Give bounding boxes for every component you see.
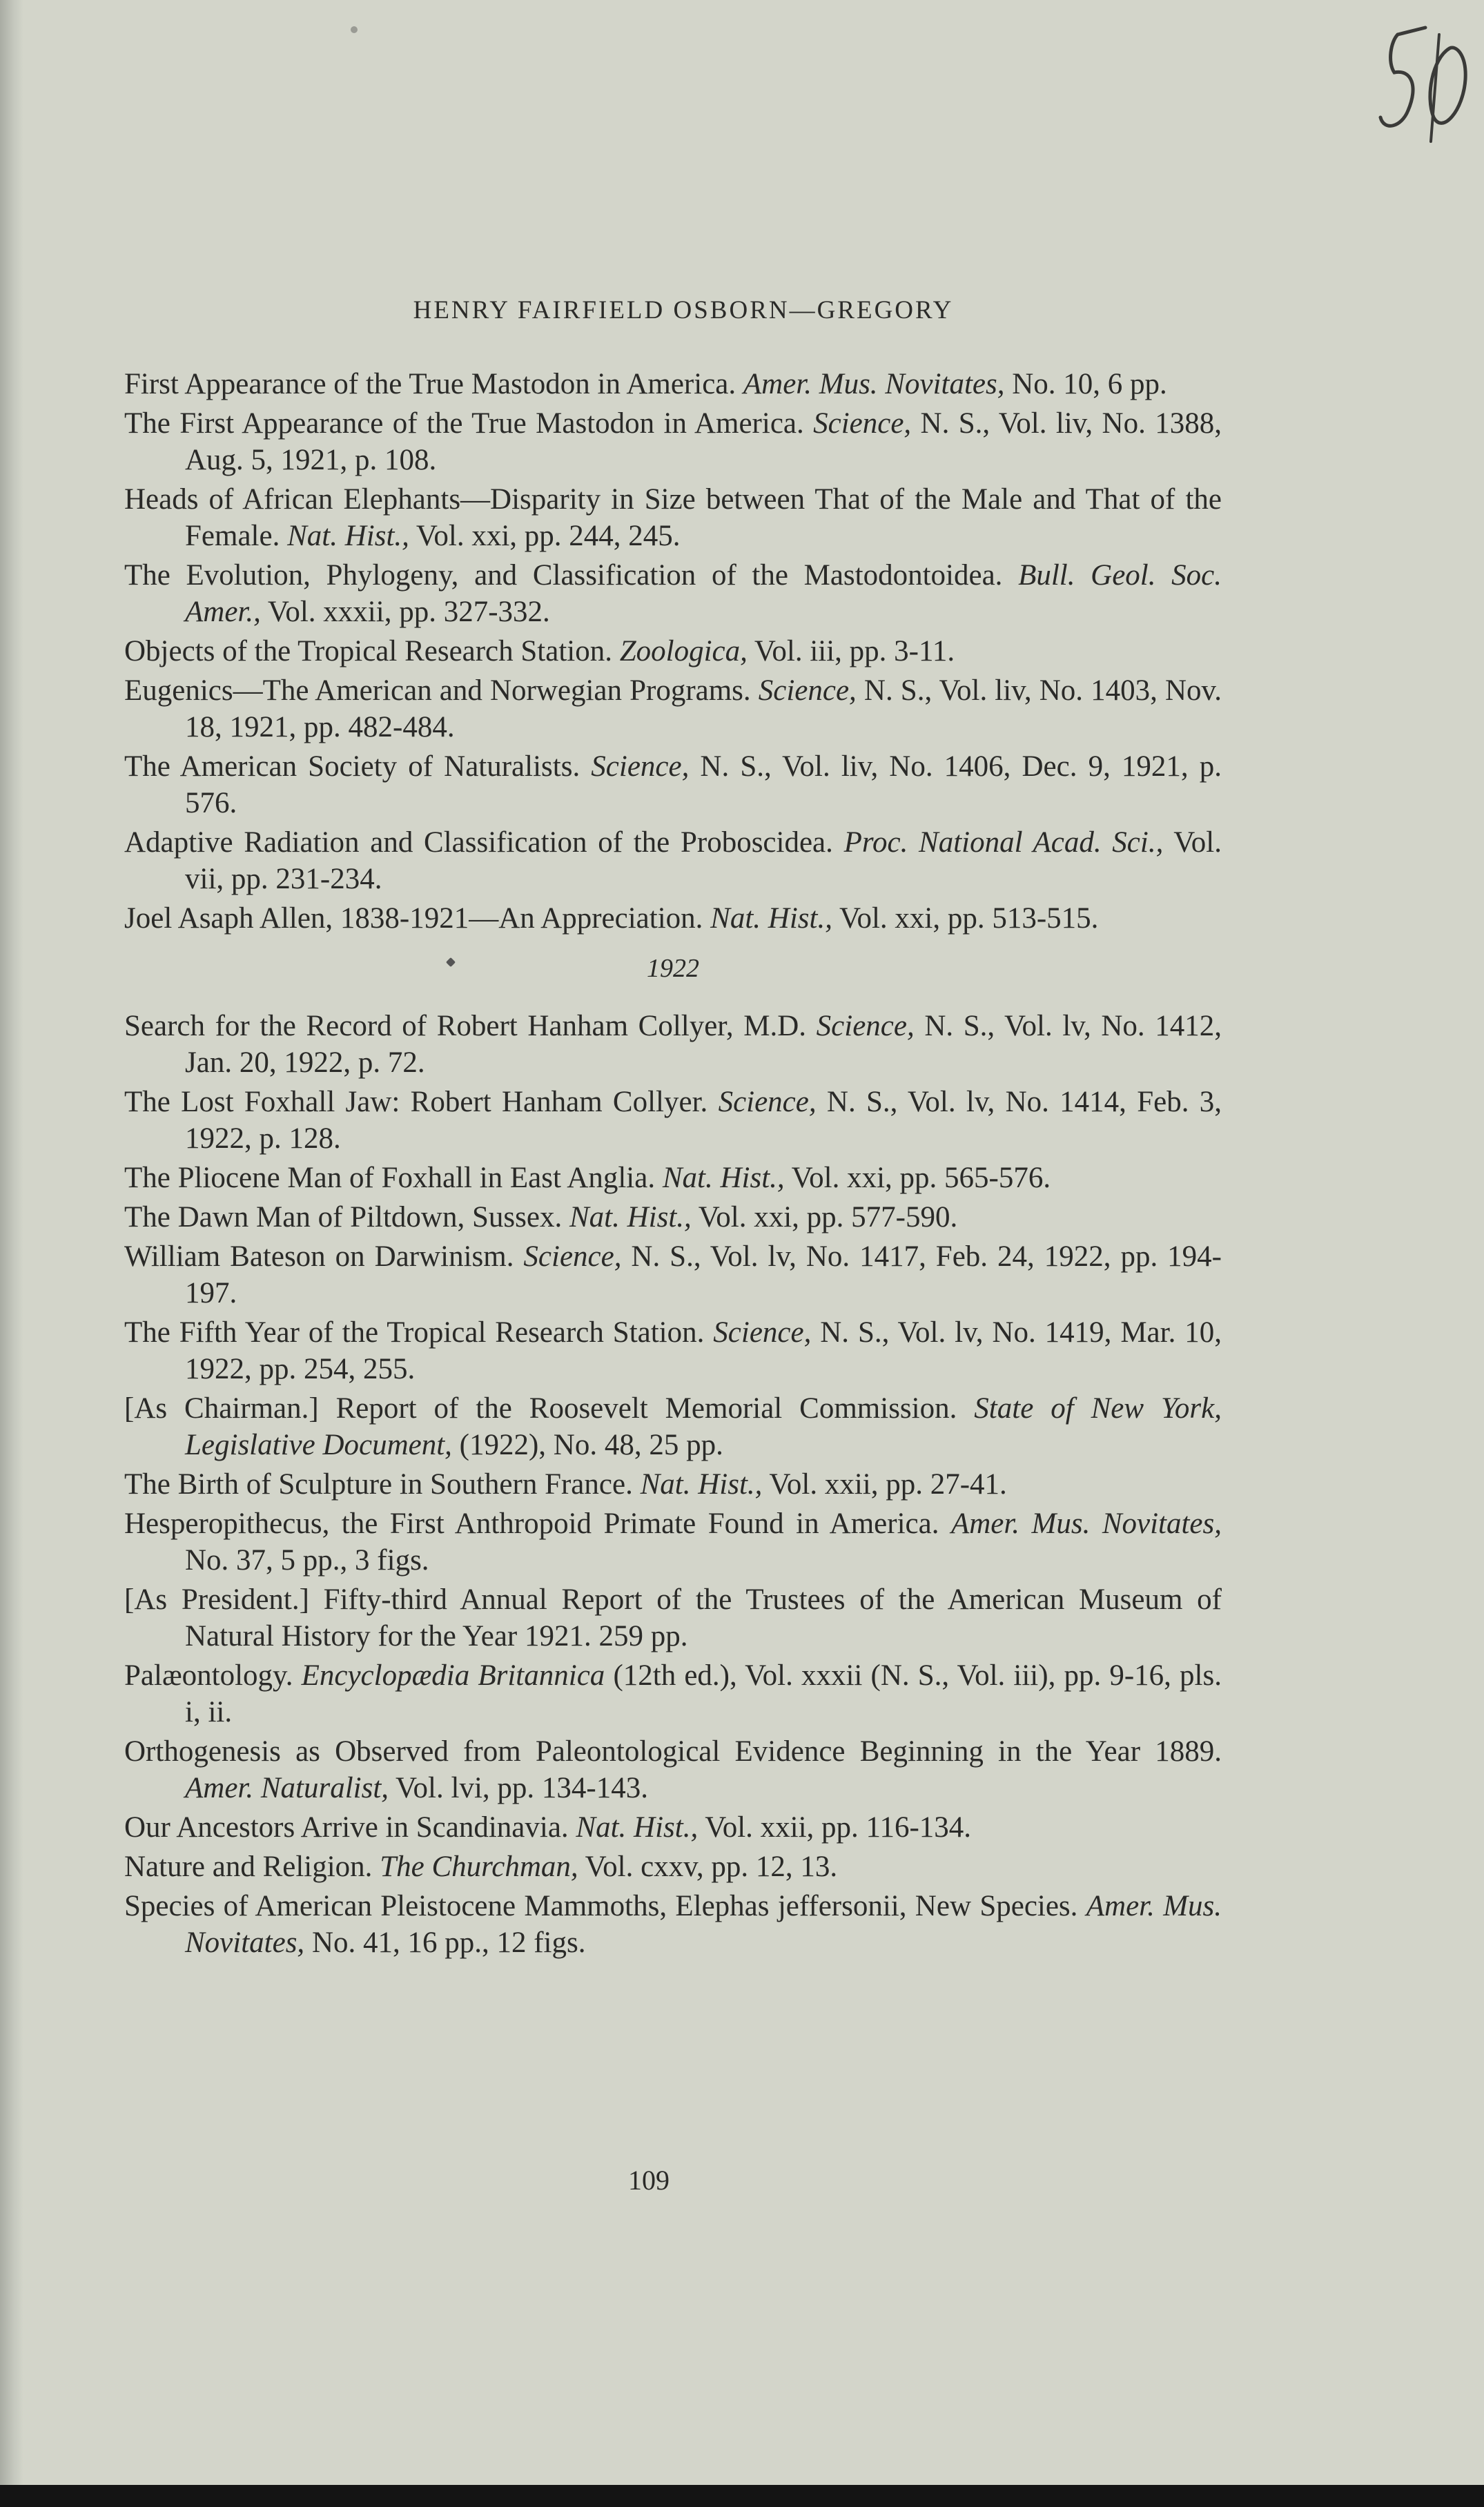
entry-title: The Pliocene Man of Foxhall in East Anglia. [124, 1162, 663, 1194]
entry-citation: No. 10, 6 pp. [1004, 368, 1167, 400]
entry-citation: Vol. iii, pp. 3-11. [747, 635, 955, 667]
year-heading-text: 1922 [647, 954, 699, 983]
bibliography-entry [124, 1848, 1222, 1885]
entry-journal: Nat. Hist., [710, 902, 832, 935]
bibliography-entry [124, 1581, 1222, 1655]
entry-title: Our Ancestors Arrive in Scandinavia. [124, 1811, 576, 1844]
bibliography-entry [124, 748, 1222, 821]
entry-journal: Science, [591, 750, 690, 783]
bibliography-entry [124, 557, 1222, 630]
entry-journal: Nat. Hist., [287, 520, 409, 552]
handwritten-folio-number [1370, 21, 1481, 152]
entry-title: Species of American Pleistocene Mammoths, Elephas jeffersonii, New Species. [124, 1890, 1086, 1922]
bibliography-entry [124, 1657, 1222, 1730]
entry-title: Orthogenesis as Observed from Paleontological Evidence Beginning in the Year 1889. [124, 1735, 1222, 1768]
speck-mark [351, 26, 358, 33]
bibliography-entry [124, 1733, 1222, 1806]
bibliography-entry [124, 405, 1222, 478]
entry-citation: N. S., Vol. lv, No. 1417, Feb. 24, 1922, pp. 194-197. [185, 1240, 1222, 1309]
entry-title: The American Society of Naturalists. [124, 750, 592, 783]
entry-title: The First Appearance of the True Mastodon in America. [124, 407, 814, 440]
entry-title: Joel Asaph Allen, 1838-1921—An Appreciation. [124, 902, 711, 935]
entry-citation: No. 41, 16 pp., 12 figs. [304, 1926, 586, 1959]
page-number: 109 [628, 2165, 670, 2196]
entries-1922 [124, 1008, 1222, 1961]
bibliography-entry [124, 1390, 1222, 1463]
entry-journal: Proc. National Acad. Sci., [843, 826, 1164, 859]
entry-title: Eugenics—The American and Norwegian Programs. [124, 674, 759, 707]
entry-title: The Lost Foxhall Jaw: Robert Hanham Collyer. [124, 1086, 719, 1118]
entry-journal: Science, [758, 674, 857, 707]
entry-citation: Vol. xxi, pp. 577-590. [691, 1201, 958, 1233]
bibliography-entry [124, 1084, 1222, 1157]
entry-journal: Zoologica, [619, 635, 748, 667]
entry-citation: N. S., Vol. liv, No. 1403, Nov. 18, 1921, pp. 482-484. [185, 674, 1222, 743]
bibliography-entry [124, 824, 1222, 897]
bibliography-entry [124, 900, 1222, 937]
entry-journal: Science, [813, 407, 912, 440]
entry-title: The Dawn Man of Piltdown, Sussex. [124, 1201, 569, 1233]
page-gutter-shadow [0, 0, 23, 2485]
entry-citation: N. S., Vol. lv, No. 1414, Feb. 3, 1922, p. 128. [185, 1086, 1222, 1155]
entry-journal: Nat. Hist., [640, 1468, 763, 1501]
entry-title: The Birth of Sculpture in Southern France. [124, 1468, 641, 1501]
entry-citation: N. S., Vol. lv, No. 1412, Jan. 20, 1922, p. 72. [185, 1010, 1222, 1079]
bibliography-entry [124, 672, 1222, 745]
entry-title: Nature and Religion. [124, 1851, 380, 1883]
entry-citation: Vol. vii, pp. 231-234. [185, 826, 1222, 895]
entry-title: Hesperopithecus, the First Anthropoid Primate Found in America. [124, 1508, 951, 1540]
entry-journal: Nat. Hist., [576, 1811, 699, 1844]
running-head: HENRY FAIRFIELD OSBORN—GREGORY [413, 296, 954, 324]
entry-citation: N. S., Vol. liv, No. 1388, Aug. 5, 1921, p. 108. [185, 407, 1222, 476]
entry-citation: Vol. xxi, pp. 565-576. [784, 1162, 1051, 1194]
entry-title: The Fifth Year of the Tropical Research Station. [124, 1316, 714, 1349]
bibliography-entry [124, 1199, 1222, 1236]
entry-citation: Vol. xxi, pp. 513-515. [832, 902, 1099, 935]
entry-citation: N. S., Vol. lv, No. 1419, Mar. 10, 1922, pp. 254, 255. [185, 1316, 1222, 1385]
entry-journal: Nat. Hist., [662, 1162, 785, 1194]
entry-title: [As Chairman.] Report of the Roosevelt Memorial Commission. [124, 1392, 975, 1425]
bibliography-entry [124, 633, 1222, 670]
bibliography-entry [124, 1809, 1222, 1846]
entry-journal: Amer. Mus. Novitates, [185, 1890, 1222, 1959]
entry-citation: Vol. lvi, pp. 134-143. [389, 1772, 648, 1804]
entry-title: Palæontology. [124, 1659, 302, 1692]
year-heading [124, 950, 1222, 987]
bibliography-entry [124, 1888, 1222, 1961]
entry-journal: Amer. Mus. Novitates, [950, 1508, 1222, 1540]
entry-journal: Nat. Hist., [569, 1201, 692, 1233]
entry-journal: The Churchman, [380, 1851, 578, 1883]
entry-journal: Science, [713, 1316, 812, 1349]
entry-citation: Vol. xxii, pp. 116-134. [698, 1811, 972, 1844]
entries-before-1922 [124, 366, 1222, 937]
entry-citation: Vol. cxxv, pp. 12, 13. [578, 1851, 838, 1883]
bibliography-list [124, 366, 1222, 1964]
bibliography-entry [124, 1505, 1222, 1579]
entry-journal: State of New York, Legislative Document, [185, 1392, 1222, 1461]
entry-citation: No. 37, 5 pp., 3 figs. [185, 1544, 429, 1577]
entry-journal: Amer. Mus. Novitates, [743, 368, 1005, 400]
entry-title: The Evolution, Phylogeny, and Classification of the Mastodontoidea. [124, 559, 1019, 592]
bibliography-entry [124, 1008, 1222, 1081]
entry-title: Adaptive Radiation and Classification of the Proboscidea. [124, 826, 844, 859]
bibliography-entry [124, 1160, 1222, 1196]
bibliography-entry [124, 481, 1222, 554]
entry-citation: N. S., Vol. liv, No. 1406, Dec. 9, 1921, p. 576. [185, 750, 1222, 819]
bibliography-entry [124, 366, 1222, 402]
entry-journal: Science, [816, 1010, 915, 1042]
entry-journal: Amer. Naturalist, [185, 1772, 389, 1804]
entry-citation: Vol. xxi, pp. 244, 245. [409, 520, 681, 552]
entry-citation: (1922), No. 48, 25 pp. [451, 1429, 723, 1461]
entry-citation: Vol. xxii, pp. 27-41. [762, 1468, 1007, 1501]
entry-journal: Bull. Geol. Soc. Amer., [185, 559, 1222, 628]
entry-title: First Appearance of the True Mastodon in America. [124, 368, 743, 400]
scan-bottom-edge [0, 2485, 1484, 2507]
entry-title: Objects of the Tropical Research Station. [124, 635, 620, 667]
entry-citation: (12th ed.), Vol. xxxii (N. S., Vol. iii), pp. 9-16, pls. i, ii. [185, 1659, 1222, 1728]
entry-title: William Bateson on Darwinism. [124, 1240, 524, 1273]
bullet-mark [446, 957, 456, 967]
entry-title: Heads of African Elephants—Disparity in Size between That of the Male and That of the Female. [124, 483, 1222, 552]
bibliography-entry [124, 1466, 1222, 1503]
entry-journal: Science, [718, 1086, 817, 1118]
entry-citation: Vol. xxxii, pp. 327-332. [260, 596, 550, 628]
entry-journal: Science, [523, 1240, 622, 1273]
entry-journal: Encyclopædia Britannica [301, 1659, 605, 1692]
bibliography-entry [124, 1238, 1222, 1311]
bibliography-entry [124, 1314, 1222, 1387]
entry-title: [As President.] Fifty-third Annual Report of the Trustees of the American Museum of Natural History for the Year 1921. 259 pp. [124, 1583, 1222, 1652]
entry-title: Search for the Record of Robert Hanham Collyer, M.D. [124, 1010, 817, 1042]
